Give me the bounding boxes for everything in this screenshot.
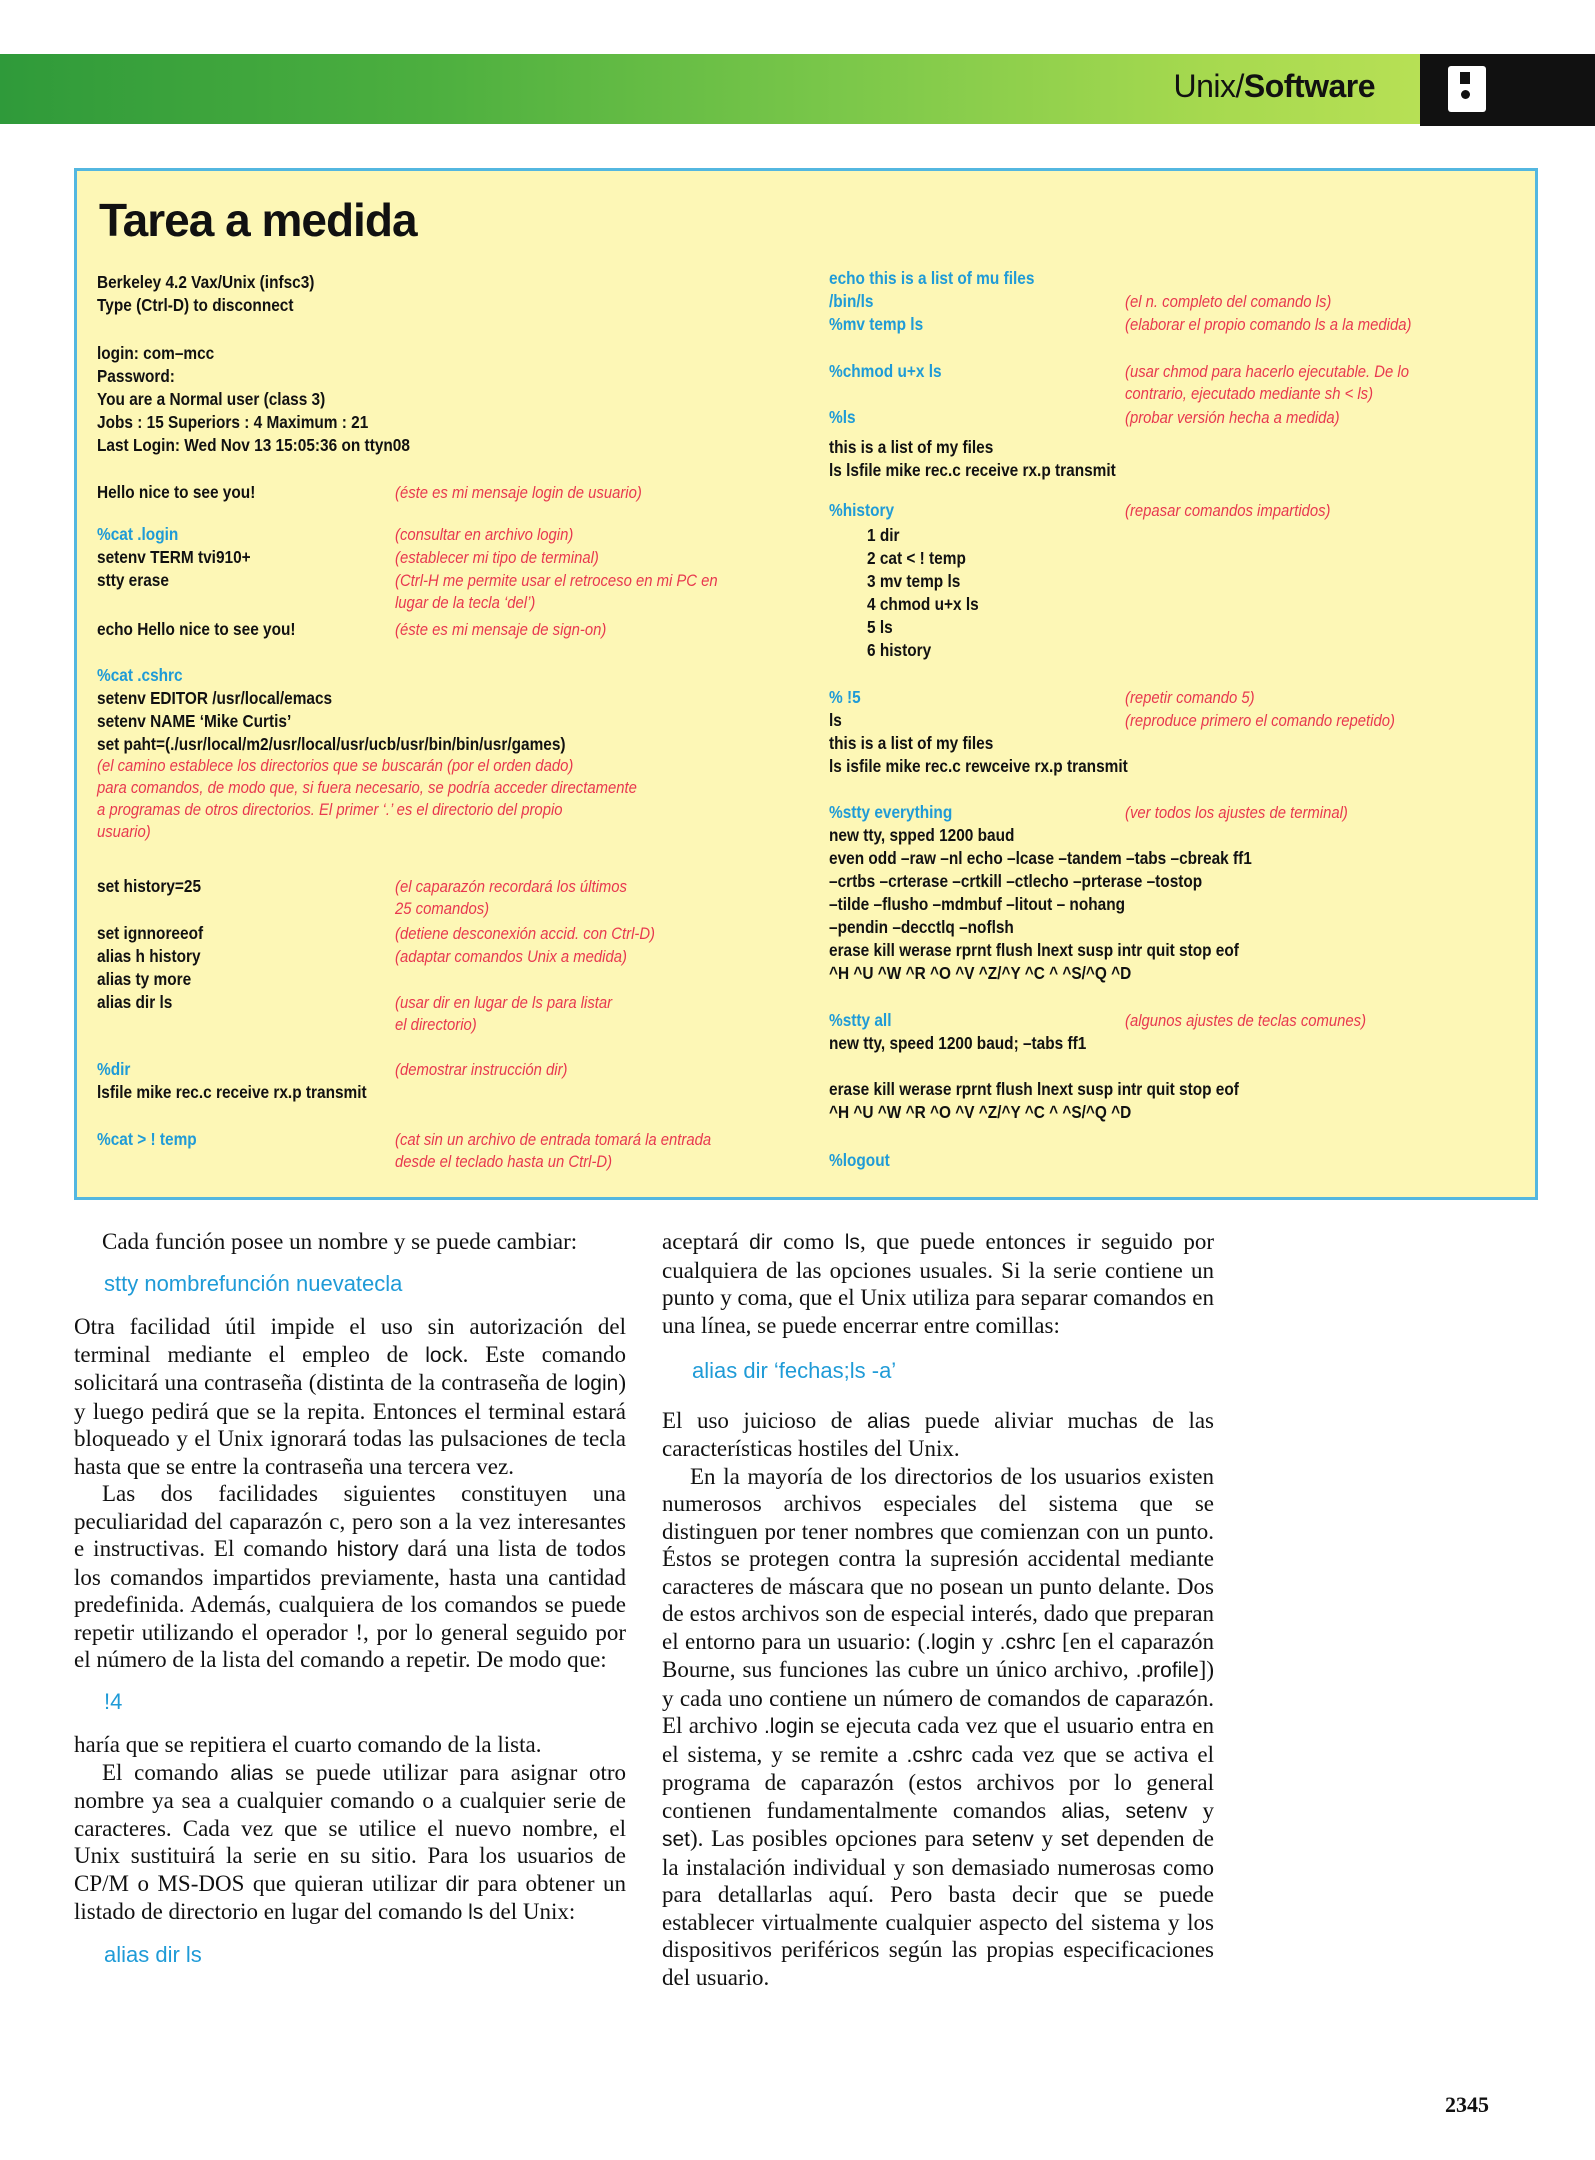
box-note: (consultar en archivo login)	[395, 526, 574, 544]
code-example: stty nombrefunción nuevatecla	[104, 1270, 403, 1296]
box-note: (cat sin un archivo de entrada tomará la entrada	[395, 1131, 712, 1149]
paragraph: El comando alias se puede utilizar para asignar otro nombre ya sea a cualquier comando o a cualquier serie de caracteres. Cada vez que se utilice el nuevo nombre, el Unix sustituirá la serie en su sitio. Para los usuarios de CP/M o MS-DOS que quieran utilizar dir para obtener un listado de directorio en lugar del comando ls del Unix:	[74, 1759, 626, 1924]
box-line: erase kill werase rprnt flush lnext susp intr quit stop eof	[829, 940, 1239, 960]
box-line: this is a list of my files	[829, 437, 994, 457]
box-command: %history	[829, 500, 895, 520]
box-line: setenv TERM tvi910+	[97, 547, 251, 567]
box-title: Tarea a medida	[99, 194, 417, 246]
box-note: (éste es mi mensaje login de usuario)	[395, 484, 642, 502]
box-note: (ver todos los ajustes de terminal)	[1125, 804, 1348, 822]
box-line: set paht=(./usr/local/m2/usr/local/usr/ucb/usr/bin/bin/usr/games)	[97, 734, 566, 754]
box-line: setenv NAME ‘Mike Curtis’	[97, 711, 292, 731]
box-line: Type (Ctrl-D) to disconnect	[97, 295, 294, 315]
box-line: –pendin –decctlq –noflsh	[829, 917, 1014, 937]
box-command: %cat .cshrc	[97, 665, 183, 685]
box-line: new tty, speed 1200 baud; –tabs ff1	[829, 1033, 1087, 1053]
box-command: /bin/ls	[829, 291, 874, 311]
box-line: 1 dir	[867, 525, 900, 545]
box-line: You are a Normal user (class 3)	[97, 389, 326, 409]
box-command: echo this is a list of mu files	[829, 268, 1035, 288]
box-line: erase kill werase rprnt flush lnext susp intr quit stop eof	[829, 1079, 1239, 1099]
header-badge	[1420, 54, 1595, 126]
terminal-session-box	[74, 168, 1538, 1200]
box-line: Hello nice to see you!	[97, 482, 256, 502]
box-command: %ls	[829, 407, 856, 427]
box-command: % !5	[829, 687, 861, 707]
box-note: el directorio)	[395, 1016, 477, 1034]
floppy-disk-icon	[1448, 66, 1486, 112]
page-number: 2345	[1445, 2092, 1489, 2117]
box-note: (éste es mi mensaje de sign-on)	[395, 621, 607, 639]
box-note: para comandos, de modo que, si fuera necesario, se podría acceder directamente	[97, 779, 637, 797]
box-line: alias ty more	[97, 969, 192, 989]
box-line: ls lsfile mike rec.c receive rx.p transmit	[829, 460, 1116, 480]
body-column-left	[74, 1228, 626, 1984]
box-command: %chmod u+x ls	[829, 361, 942, 381]
box-command: %logout	[829, 1150, 890, 1170]
box-note: a programas de otros directorios. El primer ‘.’ es el directorio del propio	[97, 801, 563, 819]
box-line: new tty, spped 1200 baud	[829, 825, 1015, 845]
box-line: ls isfile mike rec.c rewceive rx.p transmit	[829, 756, 1128, 776]
paragraph: En la mayoría de los directorios de los usuarios existen numerosos archivos especiales del sistema que se distinguen por tener nombres que comienzan con un punto. Éstos se protegen contra la supresión accidental mediante caracteres de máscara que no posean un punto delante. Dos de estos archivos son de especial interés, dado que preparan el entorno para un usuario: (.login y .cshrc [en el caparazón Bourne, sus funciones las cubre un único archivo, .profile]) y cada uno contiene un número de comandos de caparazón. El archivo .login se ejecuta cada vez que el usuario entra en el sistema, y se remite a .cshrc cada vez que se activa el programa de caparazón (estos archivos por lo general contienen fundamentalmente comandos alias, setenv y set). Las posibles opciones para setenv y set dependen de la instalación individual y son demasiado numerosas como para detallarlas aquí. Pero basta decir que se puede establecer virtualmente cualquier aspecto del sistema y los dispositivos periféricos según las propias especificaciones del usuario.	[662, 1463, 1215, 1990]
box-line: ls	[829, 710, 842, 730]
box-note: (probar versión hecha a medida)	[1125, 409, 1340, 427]
box-note: 25 comandos)	[395, 900, 490, 918]
box-line: set history=25	[97, 876, 202, 896]
code-example: alias dir ‘fechas;ls -a’	[692, 1358, 897, 1383]
box-note: (el caparazón recordará los últimos	[395, 878, 627, 896]
box-line: 3 mv temp ls	[867, 571, 961, 591]
paragraph: Otra facilidad útil impide el uso sin autorización del terminal mediante el empleo de lock. Este comando solicitará una contraseña (distinta de la contraseña de login) y luego pedirá que se la repita. Entonces el terminal estará bloqueado y el Unix ignorará todas las pulsaciones de tecla hasta que se entre la contraseña una tercera vez.	[74, 1314, 627, 1479]
box-note: contrario, ejecutado mediante sh < ls)	[1125, 385, 1374, 403]
box-command: %stty all	[829, 1010, 892, 1030]
paragraph: haría que se repitiera el cuarto comando de la lista.	[74, 1732, 542, 1757]
paragraph: Cada función posee un nombre y se puede cambiar:	[102, 1229, 578, 1254]
box-note: (demostrar instrucción dir)	[395, 1061, 568, 1079]
box-line: alias dir ls	[97, 992, 173, 1012]
box-line: ^H ^U ^W ^R ^O ^V ^Z/^Y ^C ^ ^S/^Q ^D	[829, 1102, 1132, 1122]
box-note: (el n. completo del comando ls)	[1125, 293, 1332, 311]
box-note: (elaborar el propio comando ls a la medida)	[1125, 316, 1412, 334]
box-note: (reproduce primero el comando repetido)	[1125, 712, 1395, 730]
box-note: desde el teclado hasta un Ctrl-D)	[395, 1153, 613, 1171]
box-note: (algunos ajustes de teclas comunes)	[1125, 1012, 1367, 1030]
box-line: ^H ^U ^W ^R ^O ^V ^Z/^Y ^C ^ ^S/^Q ^D	[829, 963, 1132, 983]
box-note: (repetir comando 5)	[1125, 689, 1255, 707]
box-line: this is a list of my files	[829, 733, 994, 753]
box-command: %stty everything	[829, 802, 953, 822]
box-line: Berkeley 4.2 Vax/Unix (infsc3)	[97, 272, 315, 292]
box-line: setenv EDITOR /usr/local/emacs	[97, 688, 333, 708]
box-line: stty erase	[97, 570, 169, 590]
box-note: (establecer mi tipo de terminal)	[395, 549, 599, 567]
code-example: alias dir ls	[104, 1941, 202, 1967]
box-command: %cat .login	[97, 524, 179, 544]
box-command: %mv temp ls	[829, 314, 924, 334]
box-line: lsfile mike rec.c receive rx.p transmit	[97, 1082, 367, 1102]
box-note: (Ctrl-H me permite usar el retroceso en mi PC en	[395, 572, 718, 590]
box-line: Jobs : 15 Superiors : 4 Maximum : 21	[97, 412, 369, 432]
box-line: 5 ls	[867, 617, 893, 637]
box-note: (el camino establece los directorios que se buscarán (por el orden dado)	[97, 757, 574, 775]
box-note: (usar dir en lugar de ls para listar	[395, 994, 613, 1012]
box-line: login: com–mcc	[97, 343, 215, 363]
box-line: alias h history	[97, 946, 201, 966]
box-line: 2 cat < ! temp	[867, 548, 966, 568]
box-line: 4 chmod u+x ls	[867, 594, 979, 614]
box-line: set ignnoreeof	[97, 923, 204, 943]
box-line: Password:	[97, 366, 175, 386]
box-note: (adaptar comandos Unix a medida)	[395, 948, 627, 966]
section-title: Unix/Software	[1173, 68, 1375, 104]
box-line: –tilde –flusho –mdmbuf –litout – nohang	[829, 894, 1126, 914]
code-example: !4	[104, 1688, 123, 1714]
box-note: (usar chmod para hacerlo ejecutable. De lo	[1125, 363, 1409, 381]
box-note: (repasar comandos impartidos)	[1125, 502, 1331, 520]
paragraph: aceptará dir como ls, que puede entonces ir seguido por cualquiera de las opciones usuales. Si la serie contiene un punto y coma, que el Unix utiliza para separar comandos en una línea, se puede encerrar entre comillas:	[662, 1229, 1214, 1338]
box-line: even odd –raw –nl echo –lcase –tandem –tabs –cbreak ff1	[829, 848, 1252, 868]
box-line: Last Login: Wed Nov 13 15:05:36 on ttyn08	[97, 435, 410, 455]
box-command: %dir	[97, 1059, 131, 1079]
paragraph: Las dos facilidades siguientes constituyen una peculiaridad del caparazón c, pero son a la vez interesantes e instructivas. El comando history dará una lista de todos los comandos impartidos previamente, hasta una cantidad predefinida. Además, cualquiera de los comandos se puede repetir utilizando el operador !, por lo general seguido por el número de la lista del comando a repetir. De modo que:	[74, 1481, 626, 1672]
box-note: lugar de la tecla ‘del’)	[395, 594, 536, 612]
box-line: echo Hello nice to see you!	[97, 619, 296, 639]
box-note: usuario)	[97, 823, 151, 841]
paragraph: El uso juicioso de alias puede aliviar muchas de las características hostiles del Unix.	[662, 1407, 1214, 1461]
box-line: –crtbs –crterase –crtkill –ctlecho –prterase –tostop	[829, 871, 1203, 891]
box-line: 6 history	[867, 640, 932, 660]
box-note: (detiene desconexión accid. con Ctrl-D)	[395, 925, 656, 943]
box-command: %cat > ! temp	[97, 1129, 197, 1149]
body-column-right	[662, 1228, 1214, 1991]
